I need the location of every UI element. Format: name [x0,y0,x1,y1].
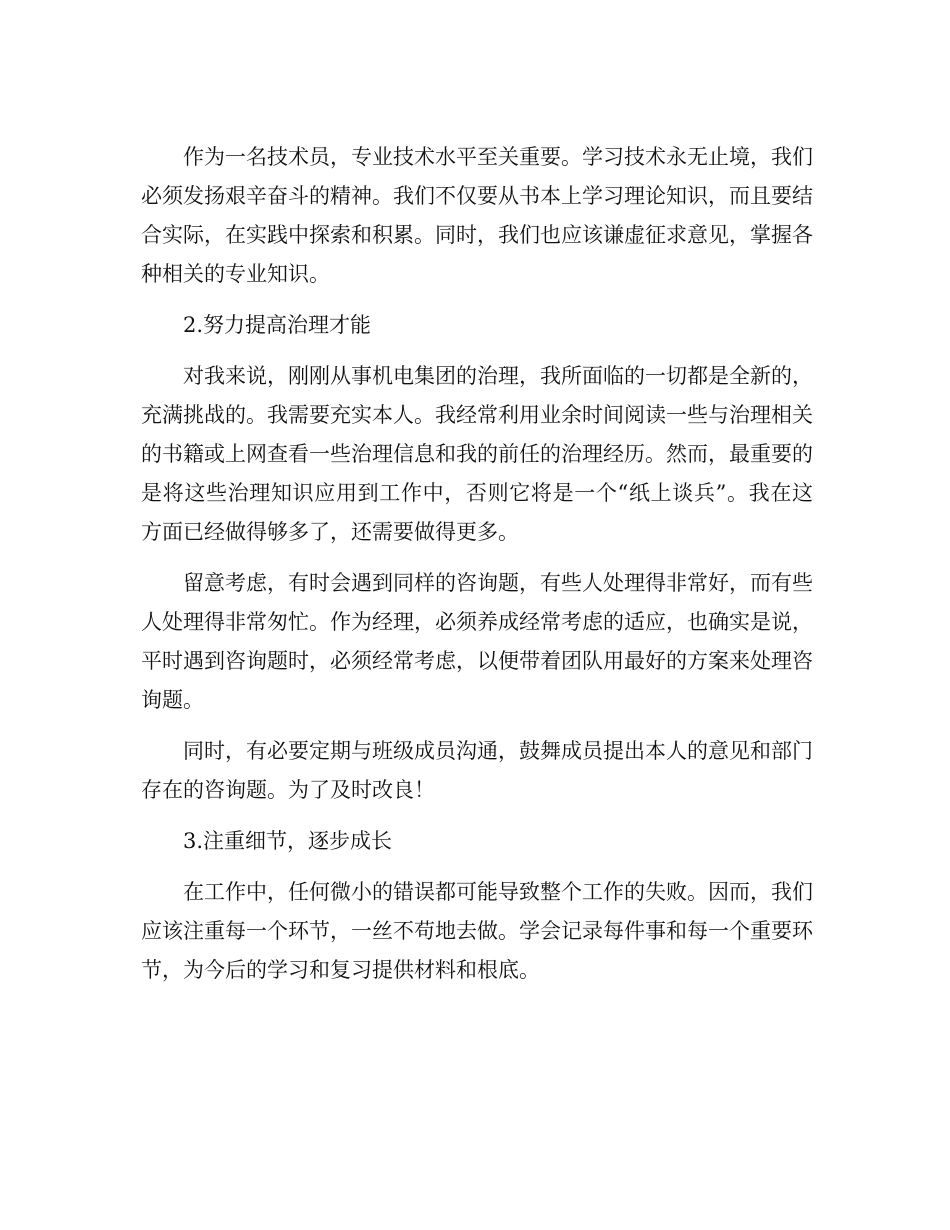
paragraph-thinking: 留意考虑，有时会遇到同样的咨询题，有些人处理得非常好，而有些人处理得非常匆忙。作为经理，必须养成经常考虑的适应，也确实是说，平时遇到咨询题时，必须经常考虑，以便带着团队用最好的方案来处理咨询题。 [141,571,813,712]
paragraph-skill-importance: 作为一名技术员，专业技术水平至关重要。学习技术永无止境，我们必须发扬艰辛奋斗的精神。我们不仅要从书本上学习理论知识，而且要结合实际，在实践中探索和积累。同时，我们也应该谦虚征求意见，掌握各种相关的专业知识。 [141,145,813,286]
section-heading-management: 2.努力提高治理才能 [183,313,372,337]
paragraph-communication: 同时，有必要定期与班级成员沟通，鼓舞成员提出本人的意见和部门存在的咨询题。为了及时改良！ [141,739,813,802]
paragraph-details: 在工作中，任何微小的错误都可能导致整个工作的失败。因而，我们应该注重每一个环节，一丝不苟地去做。学会记录每件事和每一个重要环节，为今后的学习和复习提供材料和根底。 [141,880,813,982]
document-body [141,138,813,1002]
paragraph-management-learning: 对我来说，刚刚从事机电集团的治理，我所面临的一切都是全新的，充满挑战的。我需要充实本人。我经常利用业余时间阅读一些与治理相关的书籍或上网查看一些治理信息和我的前任的治理经历。然而，最重要的是将这些治理知识应用到工作中，否则它将是一个“纸上谈兵”。我在这方面已经做得够多了，还需要做得更多。 [141,364,813,544]
section-heading-details: 3.注重细节，逐步成长 [183,829,393,853]
